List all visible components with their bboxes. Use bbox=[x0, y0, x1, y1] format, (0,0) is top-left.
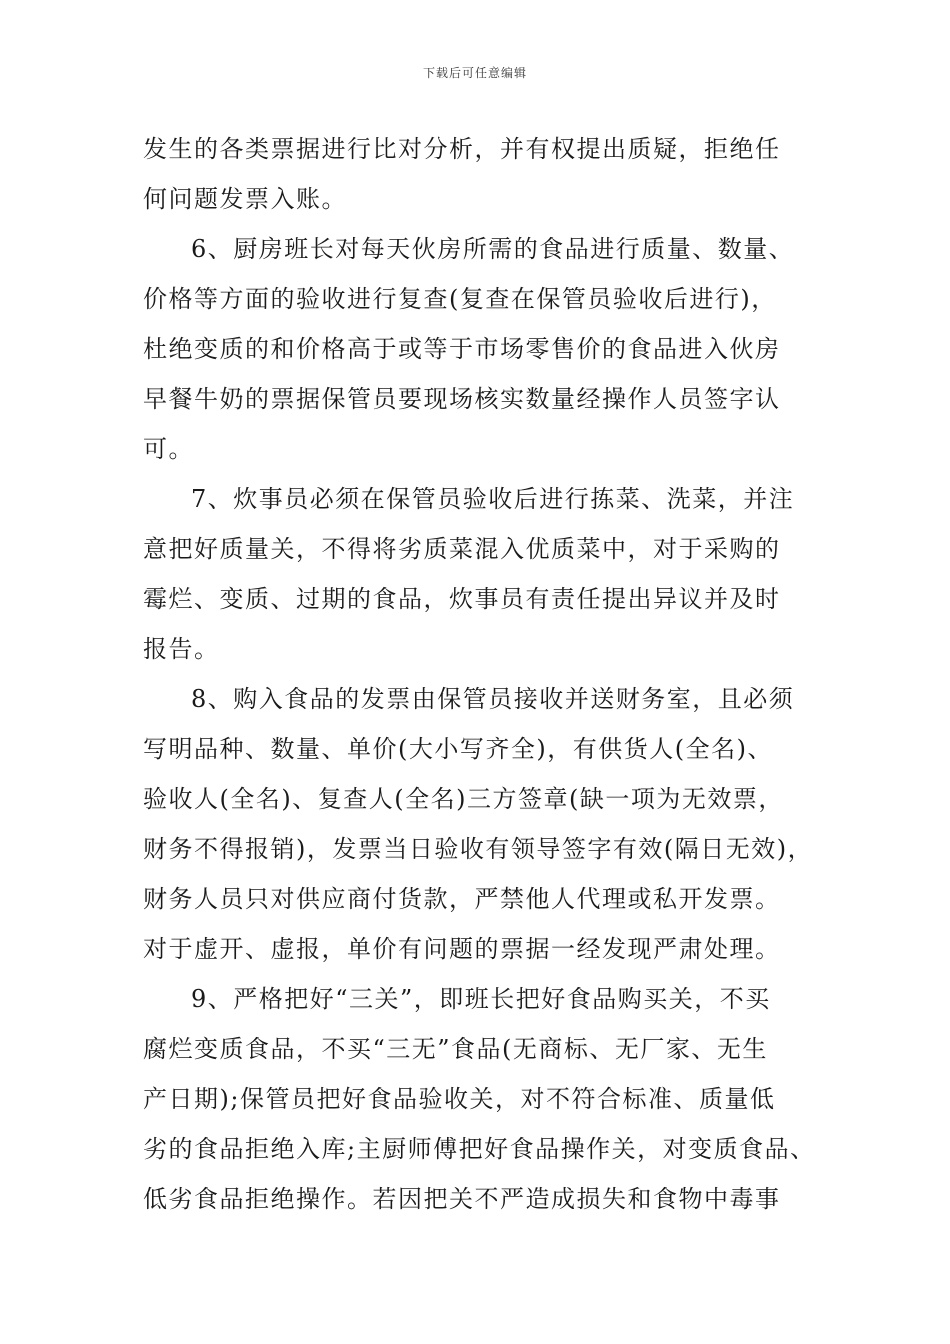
text-line: 写明品种、数量、单价(大小写齐全)，有供货人(全名)、 bbox=[143, 735, 773, 763]
text-line: 劣的食品拒绝入库;主厨师傅把好食品操作关，对变质食品、 bbox=[143, 1135, 816, 1163]
text-line: 何问题发票入账。 bbox=[143, 185, 347, 213]
text-line: 霉烂、变质、过期的食品，炊事员有责任提出异议并及时 bbox=[143, 585, 781, 613]
text-line: 7、炊事员必须在保管员验收后进行拣菜、洗菜，并注 bbox=[191, 485, 795, 513]
text-line: 价格等方面的验收进行复查(复查在保管员验收后进行)， bbox=[143, 285, 777, 313]
text-line: 财务人员只对供应商付货款，严禁他人代理或私开发票。 bbox=[143, 885, 781, 913]
text-line: 验收人(全名)、复查人(全名)三方签章(缺一项为无效票， bbox=[143, 785, 784, 813]
paragraph-continuation bbox=[143, 124, 833, 224]
text-line: 财务不得报销)，发票当日验收有领导签字有效(隔日无效)， bbox=[143, 835, 814, 863]
text-line: 意把好质量关，不得将劣质菜混入优质菜中，对于采购的 bbox=[143, 535, 781, 563]
text-line: 腐烂变质食品，不买“三无”食品(无商标、无厂家、无生 bbox=[143, 1035, 768, 1063]
paragraph-item-7 bbox=[143, 474, 833, 674]
document-body bbox=[143, 124, 833, 1224]
text-line: 8、购入食品的发票由保管员接收并送财务室，且必须 bbox=[191, 685, 795, 713]
text-line: 对于虚开、虚报，单价有问题的票据一经发现严肃处理。 bbox=[143, 935, 781, 963]
text-line: 杜绝变质的和价格高于或等于市场零售价的食品进入伙房 bbox=[143, 335, 781, 363]
text-line: 9、严格把好“三关”，即班长把好食品购买关，不买 bbox=[191, 985, 771, 1013]
page-header: 下载后可任意编辑 bbox=[422, 66, 527, 80]
text-line: 产日期);保管员把好食品验收关，对不符合标准、质量低 bbox=[143, 1085, 776, 1113]
text-line: 早餐牛奶的票据保管员要现场核实数量经操作人员签字认 bbox=[143, 385, 781, 413]
paragraph-item-8 bbox=[143, 674, 833, 974]
text-line: 可。 bbox=[143, 435, 194, 463]
text-line: 发生的各类票据进行比对分析，并有权提出质疑，拒绝任 bbox=[143, 135, 781, 163]
paragraph-item-9 bbox=[143, 974, 833, 1224]
text-line: 报告。 bbox=[143, 635, 220, 663]
text-line: 6、厨房班长对每天伙房所需的食品进行质量、数量、 bbox=[191, 235, 795, 263]
text-line: 低劣食品拒绝操作。若因把关不严造成损失和食物中毒事 bbox=[143, 1185, 781, 1213]
paragraph-item-6 bbox=[143, 224, 833, 474]
